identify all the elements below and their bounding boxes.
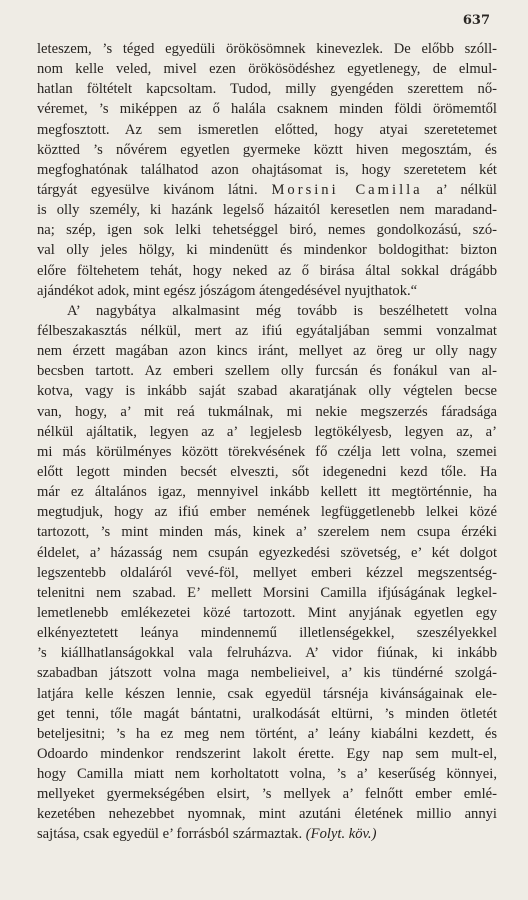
text-line: Odoardo mindenkor rendszerint lakolt érette. Egy nap sem mult-el, xyxy=(37,745,497,762)
text-line: kotva, vagy is inkább saját szabad akaratjának olly végtelen becse xyxy=(37,383,497,400)
text-line: get tenni, tőle magát bántatni, uralkodását eltürni, ’s minden ötletét xyxy=(37,705,497,722)
text-line: hogy Camilla miatt nem korholtatott volna, ’s a’ keserűség könnyei, xyxy=(37,766,497,783)
text-line: már ez általános igaz, mennyivel inkább kellett itt megtörténnie, ha xyxy=(37,484,497,501)
text-line: megtudjuk, hogy az ifiú ember nemének legfüggetlenebb lelkei közé xyxy=(37,504,497,521)
text-line-end: a’ nélkül xyxy=(436,181,497,198)
page-number: 637 xyxy=(462,13,490,28)
final-line-text: sajtása, csak egyedül e’ forrásból származtak. xyxy=(37,826,303,843)
text-line: latjára kelle készen lennie, csak egyedül társnéja kivánságainak ele- xyxy=(37,685,497,702)
text-line: elkényeztetett leánya mindennemű illetlenségekkel, szeszélyekkel xyxy=(37,625,497,642)
text-line: na; szép, igen sok lelki tehetséggel biró, nemes gondolkozású, szó- xyxy=(37,222,497,239)
paragraph-start-line: A’ nagybátya alkalmasint még tovább is beszélhetett volna xyxy=(67,302,497,319)
text-line: ’s kiállhatlanságokkal vala felruházva. A’ vidor fiúnak, ki inkább xyxy=(37,645,497,662)
text-line: legszentebb oldaláról vevé-föl, mellyet emberi kézzel megszentség- xyxy=(37,564,497,581)
text-line: előtt legott minden becsét elveszti, sőt idegenedni kezd tőle. Ha xyxy=(37,463,497,480)
text-line: beteljesitni; ’s ha ez meg nem történt, a’ leány kiabálni kezdett, és xyxy=(37,725,497,742)
text-line: megfoghatónak találhatod azon ohajtásomat is, hogy szeretetem két xyxy=(37,161,497,178)
text-line: val olly jeles hölgy, ki mindenütt és mindenkor boldogithat: bizton xyxy=(37,242,497,259)
emphasized-name: Morsini Camilla xyxy=(271,181,423,198)
text-line: nélkül ajáltatik, legyen az a’ legjelesb legtökélyesb, legyen az, a’ xyxy=(37,423,497,440)
text-line: éldelet, a’ házasság nem csupán egyezkedési szövetség, e’ két dolgot xyxy=(37,544,497,561)
text-line: leteszem, ’s téged egyedüli örökösömnek kinevezlek. De előbb szóll- xyxy=(37,41,497,57)
text-line: megfosztott. Az sem ismeretlen előtted, hogy atyai szeretetemet xyxy=(37,121,497,138)
final-text-line xyxy=(37,824,497,844)
text-line: szabadban játszott volna maga nembelieivel, a’ kis tündérné szolgá- xyxy=(37,665,497,682)
text-line: hatlan föltételt kapcsoltam. Tudod, milly gyengéden szerettem nő- xyxy=(37,81,497,98)
text-line: nem érzett magában azon kincs iránt, mellyet az öreg ur olly nagy xyxy=(37,343,497,360)
text-line: is olly személy, ki hazánk legelső házaitól keresetlen nem maradand- xyxy=(37,202,497,219)
text-line: előre föltehetem tehát, hogy neked az ő birása által sokkal drágább xyxy=(37,262,497,279)
continuation-note: (Folyt. köv.) xyxy=(305,826,377,843)
text-line: kezetében nehezebbet nyomnak, mint azutáni életének millio annyi xyxy=(37,806,497,823)
text-line: köztted ’s nővérem egyetlen gyermeke köztt hiven megosztám, és xyxy=(37,141,497,158)
body-text xyxy=(37,39,497,845)
text-line: nom kelle veled, mivel ezen örökösödéshez egyetlenegy, de elmul- xyxy=(37,61,497,78)
text-line: telenitni nem szabad. E’ mellett Morsini Camilla ifjúságának legkel- xyxy=(37,584,497,601)
text-line: véremet, ’s miképpen az ő halála csaknem minden földi örömemtől xyxy=(37,101,497,118)
text-line: félbeszakasztás nélkül, mert az ifiú egyátaljában semmi vonzalmat xyxy=(37,322,497,339)
text-line: mi más körülményes között törekvésének fő czélja lett volna, szemei xyxy=(37,443,497,460)
text-line-start: tárgyát egyesülve kivánom látni. xyxy=(37,181,258,198)
text-line: van, hogy, a’ mit reá tukmálnak, mi nekie megszerzés fáradsága xyxy=(37,403,497,420)
text-line: tartozott, ’s mint minden más, kinek a’ szerelem nem csupa érzéki xyxy=(37,524,497,541)
text-line: mellyeket gyermekségében elsirt, ’s mellyek a’ felnőtt ember emlé- xyxy=(37,786,497,803)
text-line: lemetlenebb emlékezetei közé tartozott. Mint anyjának egyetlen egy xyxy=(37,604,497,621)
text-line: becsben tartott. Az emberi szellem olly furcsán és fonákul van al- xyxy=(37,363,497,380)
text-line-with-name xyxy=(37,180,497,200)
text-line: ajándékot adok, mint egész jószágom átengedésével nyujthatok.“ xyxy=(37,282,418,299)
